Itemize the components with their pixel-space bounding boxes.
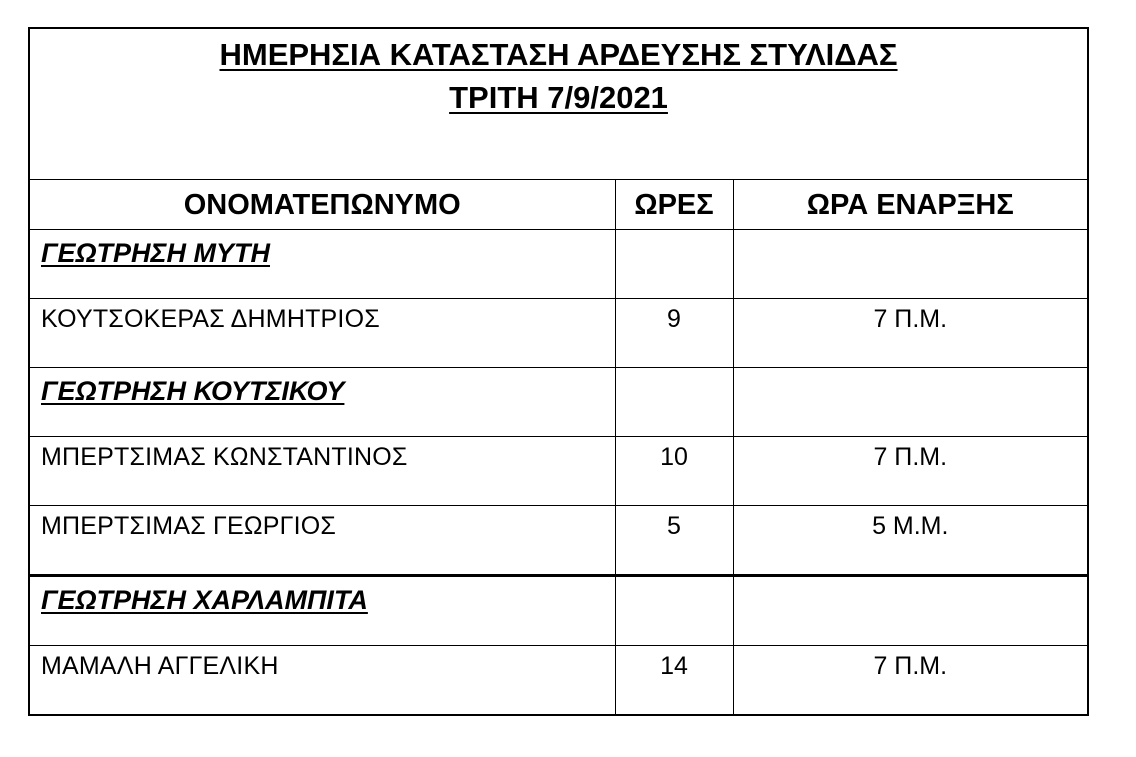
column-header-start: ΩΡΑ ΕΝΑΡΞΗΣ (733, 180, 1088, 230)
start-time-value: 7 Π.Μ. (873, 652, 948, 680)
empty-cell (733, 576, 1088, 646)
empty-cell (733, 368, 1088, 437)
hours-value: 9 (667, 305, 681, 333)
person-name: ΜΑΜΑΛΗ ΑΓΓΕΛΙΚΗ (41, 652, 279, 680)
hours-value: 14 (660, 652, 688, 680)
section-row-charlampita (29, 576, 1088, 646)
title-row (29, 28, 1088, 180)
section-label: ΓΕΩΤΡΗΣΗ ΧΑΡΛΑΜΠΙΤΑ (41, 585, 368, 615)
person-name: ΚΟΥΤΣΟΚΕΡΑΣ ΔΗΜΗΤΡΙΟΣ (41, 305, 380, 333)
empty-cell (615, 576, 733, 646)
start-time-value: 7 Π.Μ. (873, 443, 948, 471)
document-title (29, 28, 1088, 180)
section-label: ΓΕΩΤΡΗΣΗ ΜΥΤΗ (41, 238, 270, 268)
section-label: ΓΕΩΤΡΗΣΗ ΚΟΥΤΣΙΚΟΥ (41, 376, 345, 406)
title-line-2: ΤΡΙΤΗ 7/9/2021 (449, 80, 668, 115)
column-header-name: ΟΝΟΜΑΤΕΠΩΝΥΜΟ (29, 180, 615, 230)
hours-value: 10 (660, 443, 688, 471)
table-row (29, 646, 1088, 716)
irrigation-schedule-table (28, 27, 1089, 716)
start-time-value: 5 Μ.Μ. (872, 512, 949, 540)
column-header-row (29, 180, 1088, 230)
table-row (29, 437, 1088, 506)
column-header-hours: ΩΡΕΣ (615, 180, 733, 230)
section-row-myth (29, 230, 1088, 299)
section-row-koutsikou (29, 368, 1088, 437)
table-row (29, 506, 1088, 576)
empty-cell (615, 230, 733, 299)
empty-cell (615, 368, 733, 437)
person-name: ΜΠΕΡΤΣΙΜΑΣ ΓΕΩΡΓΙΟΣ (41, 512, 337, 540)
hours-value: 5 (667, 512, 681, 540)
title-line-1: ΗΜΕΡΗΣΙΑ ΚΑΤΑΣΤΑΣΗ ΑΡΔΕΥΣΗΣ ΣΤΥΛΙΔΑΣ (219, 37, 898, 72)
person-name: ΜΠΕΡΤΣΙΜΑΣ ΚΩΝΣΤΑΝΤΙΝΟΣ (41, 443, 408, 471)
empty-cell (733, 230, 1088, 299)
table-row (29, 299, 1088, 368)
start-time-value: 7 Π.Μ. (873, 305, 948, 333)
